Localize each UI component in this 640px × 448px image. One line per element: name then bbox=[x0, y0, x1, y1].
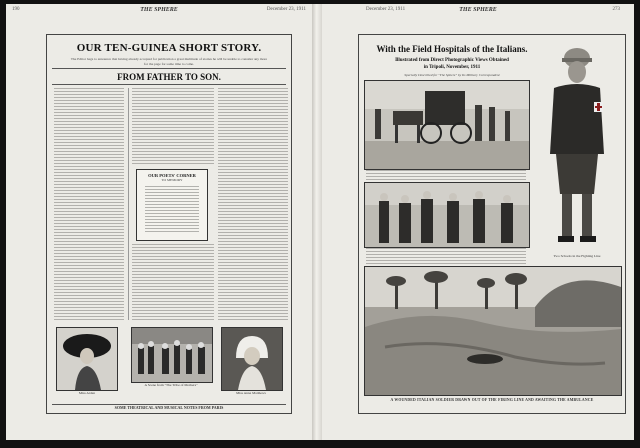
photo-actress-hat bbox=[56, 327, 118, 391]
left-footer: SOME THEATRICAL AND MUSICAL NOTES FROM PARIS bbox=[114, 405, 224, 410]
left-masthead: THE SPHERE bbox=[140, 7, 178, 13]
hospitals-subtitle-2: in Tripoli, November, 1911 bbox=[423, 65, 481, 70]
caption-stage-scene: A Scene from "The Tribe of Mothers" bbox=[144, 383, 198, 387]
story-text-column-1 bbox=[54, 88, 124, 320]
column-divider bbox=[128, 88, 129, 320]
story-title-rule bbox=[52, 84, 286, 85]
right-page-number: 273 bbox=[612, 7, 620, 12]
story-text-column-2-bottom bbox=[132, 244, 214, 320]
hospitals-credit: Specially Described for "The Sphere" by Its Military Correspondent bbox=[404, 73, 500, 77]
caption-text-lines-1 bbox=[366, 170, 526, 180]
left-page bbox=[6, 4, 312, 440]
poets-corner-title: OUR POETS' CORNER bbox=[148, 173, 196, 178]
hospitals-title: With the Field Hospitals of the Italians. bbox=[376, 44, 528, 54]
short-story-heading: OUR TEN-GUINEA SHORT STORY. bbox=[76, 42, 262, 54]
hospitals-subtitle-1: Illustrated from Direct Photographic Views Obtained bbox=[395, 58, 509, 63]
caption-wounded-soldier: A WOUNDED ITALIAN SOLDIER DRAWN OUT OF THE FIRING LINE AND AWAITING THE AMBULANCE bbox=[390, 398, 594, 402]
caption-text-lines-2 bbox=[366, 248, 526, 264]
left-page-number: 190 bbox=[12, 7, 20, 12]
photo-soldier-portrait bbox=[534, 44, 620, 254]
right-masthead: THE SPHERE bbox=[459, 7, 497, 13]
photo-ambulance-wagon bbox=[364, 80, 530, 170]
heading-rule bbox=[52, 68, 286, 69]
photo-wounded-soldier-field bbox=[364, 266, 622, 396]
poem-verse bbox=[145, 186, 199, 234]
photo-stage-scene bbox=[131, 327, 213, 383]
editor-note: The Editor begs to announce that having already accepted for publication a great multitude of stories he will be unable to consider any more for the page for some time to come. bbox=[70, 57, 268, 66]
poets-corner-box bbox=[136, 169, 208, 241]
story-text-column-2-top bbox=[132, 88, 214, 166]
spine-gutter bbox=[312, 4, 322, 440]
caption-soldier-portrait: Two Schools in the Fighting Line bbox=[553, 254, 601, 258]
photo-medical-officers bbox=[364, 182, 530, 248]
left-date: December 23, 1911 bbox=[266, 7, 306, 12]
story-text-column-3 bbox=[218, 88, 288, 320]
right-page bbox=[322, 4, 634, 440]
story-title: FROM FATHER TO SON. bbox=[117, 72, 221, 82]
caption-actress-bonnet: Miss Anna Matthews bbox=[236, 391, 266, 395]
photo-actress-bonnet bbox=[221, 327, 283, 391]
poets-corner-subtitle: TO MEMORY bbox=[161, 178, 183, 182]
right-date: December 23, 1911 bbox=[366, 7, 406, 12]
caption-actress-hat: Miss Arden bbox=[78, 391, 96, 395]
